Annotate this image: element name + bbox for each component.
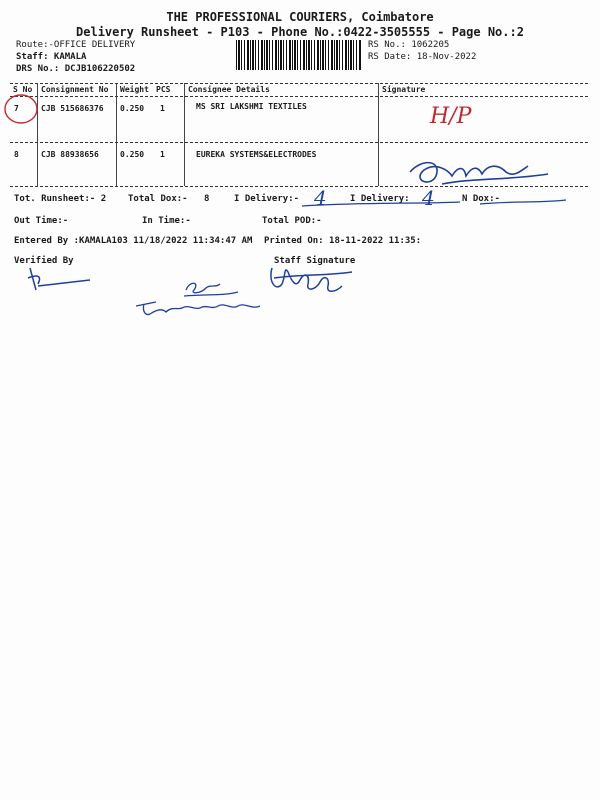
runsheet-subtitle: Delivery Runsheet - P103 - Phone No.:0422-3505555 - Page No.:2 [76, 25, 524, 39]
col-header-sno: S No [13, 85, 33, 94]
rs-number: RS No.: 1062205 [368, 40, 450, 50]
staff-signature [264, 260, 356, 300]
row-weight: 0.250 [120, 104, 145, 113]
total-delivery-handwritten: 4 [422, 186, 435, 210]
table-header-rule [10, 96, 588, 97]
out-time: Out Time:- [14, 216, 69, 226]
staff-signature-label: Staff Signature [274, 256, 356, 266]
col-header-signature: Signature [382, 85, 426, 94]
circled-row-mark [2, 92, 42, 126]
row-consignee: EUREKA SYSTEMS&ELECTRODES [196, 150, 317, 159]
total-runsheet: Tot. Runsheet:- 2 [14, 194, 107, 204]
handwritten-signature [128, 276, 278, 326]
entered-by: Entered By :KAMALA103 11/18/2022 11:34:47 AM [14, 236, 253, 246]
row-divider [10, 142, 588, 143]
col-header-weight: Weight [120, 85, 149, 94]
row-sno: 8 [14, 150, 19, 159]
col-divider [184, 83, 185, 186]
total-delivery-label: I Delivery: [350, 194, 410, 204]
total-dox-label: Total Dox:- [128, 194, 188, 204]
col-header-consignee: Consignee Details [188, 85, 270, 94]
total-dox-value: 8 [204, 194, 210, 204]
drs-number: DRS No.: DCJB106220502 [16, 64, 136, 74]
company-title: THE PROFESSIONAL COURIERS, Coimbatore [166, 10, 434, 24]
row-consignment: CJB 88938656 [41, 150, 99, 159]
col-divider [116, 83, 117, 186]
pen-underline [300, 198, 570, 210]
col-header-pcs: PCS [156, 85, 171, 94]
barcode [236, 40, 362, 70]
route-label: Route:-OFFICE DELIVERY [16, 40, 136, 50]
printed-on: Printed On: 18-11-2022 11:35: [264, 236, 422, 246]
rs-date: RS Date: 18-Nov-2022 [368, 52, 477, 62]
delivery-label: I Delivery:- [234, 194, 300, 204]
row-consignee: MS SRI LAKSHMI TEXTILES [196, 102, 307, 111]
row-pcs: 1 [160, 150, 165, 159]
total-pod: Total POD:- [262, 216, 322, 226]
col-header-consignment: Consignment No [41, 85, 109, 94]
row-sno: 7 [14, 104, 19, 113]
col-divider [378, 83, 379, 186]
row-pcs: 1 [160, 104, 165, 113]
verifier-signature [24, 262, 94, 296]
row-weight: 0.250 [120, 150, 145, 159]
row-consignment: CJB 515686376 [41, 104, 104, 113]
non-dox-label: N Dox:- [462, 194, 500, 204]
staff-label: Staff: KAMALA [16, 52, 87, 62]
in-time: In Time:- [142, 216, 191, 226]
delivery-handwritten: 4 [314, 186, 327, 210]
handwritten-hp-mark: H/P [430, 104, 472, 129]
table-top-rule [10, 83, 588, 84]
verified-by-label: Verified By [14, 256, 74, 266]
